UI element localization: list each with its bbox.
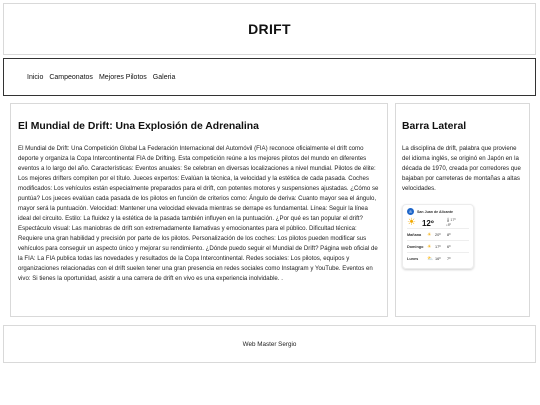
nav-item-mejores-pilotos[interactable]: Mejores Pilotos — [98, 73, 147, 81]
forecast-day: Mañana — [407, 232, 422, 237]
site-header — [3, 3, 536, 55]
forecast-day: Lunes — [407, 256, 419, 261]
sun-icon: ☀ — [407, 217, 416, 228]
forecast-high: 17º — [435, 244, 441, 249]
weather-badge-icon: 8 — [407, 208, 414, 215]
main-article — [10, 103, 388, 317]
article-title: El Mundial de Drift: Una Explosión de Adrenalina — [18, 121, 259, 132]
weather-widget[interactable] — [402, 204, 474, 269]
site-title: DRIFT — [248, 21, 291, 37]
article-body: El Mundial de Drift: Una Competición Global La Federación Internacional del Automóvil (FIA) reconoce oficialmente el drift como deporte y organiza la Copa Intercontinental FIA de Drifting. Esta competición reúne a los mejores pilotos del mundo en diferentes eventos a lo largo del año. Características: Eventos anuales: Se celebran en diversas localizaciones a nivel mundial. Pilotos de élite: Los mejores drifters compiten por el título. Jueces expertos: Evalúan la técnica, la velocidad y la estética de cada pasada. Coches modificados: Los vehículos están especialmente preparados para el drift, con potentes motores y suspensiones ajustadas. ¿Cómo se puntúa? Los jueces evalúan cada pasada de los pilotos en función de criterios como: Ángulo de deriva: Cuanto mayor sea el ángulo, mayor será la puntuación. Velocidad: Mantener una velocidad elevada mientras se derrape es fundamental. Línea: Seguir la línea ideal del circuito. Estilo: La fluidez y la estética de la pasada también influyen en la puntuación. ¿Por qué es tan popular el drift? Espectáculo visual: Las maniobras de drift son extremadamente llamativas y emocionantes para el público. Dificultad técnica: Requiere una gran habilidad y precisión por parte de los pilotos. Personalización de los coches: Los pilotos pueden modificar sus vehículos para conseguir un aspecto único y mejorar su rendimiento. ¿Dónde puedo seguir el Mundial de Drift? Página web oficial de la FIA: La FIA publica todas las novedades y resultados de la Copa Intercontinental. Redes sociales: Los pilotos, equipos y organizaciones relacionadas con el drift suelen tener una gran presencia en redes sociales como Instagram y YouTube. Eventos en vivo: Si tienes la oportunidad, asistir a una carrera de drift en vivo es una experiencia inolvidable. . — [18, 145, 379, 282]
weather-current-temp: 12º — [421, 218, 434, 228]
weather-current-range — [446, 218, 456, 228]
sun-icon: ☀ — [427, 243, 432, 250]
partly-cloudy-icon: ⛅ — [427, 255, 434, 262]
forecast-low: 8º — [447, 232, 451, 237]
forecast-row — [407, 240, 469, 252]
main-nav — [3, 58, 536, 96]
weather-city: San Juan de Alicante — [417, 209, 454, 214]
site-footer — [3, 325, 536, 363]
forecast-low: 6º — [447, 244, 451, 249]
sidebar-title: Barra Lateral — [402, 121, 467, 132]
weather-current-high: 17º — [450, 218, 456, 222]
arrow-down-icon: ↓ — [445, 223, 448, 227]
forecast-low: 7º — [447, 256, 451, 261]
sun-icon: ☀ — [427, 231, 432, 238]
forecast-row — [407, 228, 469, 240]
forecast-day: Domingo — [407, 244, 424, 249]
thermometer-up-icon: 🌡 — [445, 218, 451, 222]
nav-item-galeria[interactable]: Galeria — [152, 73, 176, 81]
footer-text: Web Master Sergio — [242, 340, 297, 348]
forecast-row — [407, 252, 469, 264]
nav-item-inicio[interactable]: Inicio — [27, 73, 44, 81]
forecast-high: 16º — [435, 256, 441, 261]
weather-current — [407, 218, 469, 228]
weather-header — [407, 208, 469, 215]
sidebar-text: La disciplina de drift, palabra que proviene del idioma inglés, se originó en Japón en la década de 1970, creada por corredores que bajaban por carreteras de montañas a altas velocidades. — [402, 145, 521, 192]
nav-item-campeonatos[interactable]: Campeonatos — [49, 73, 93, 81]
weather-current-low: 8º — [447, 223, 451, 227]
forecast-high: 20º — [435, 232, 441, 237]
sidebar — [395, 103, 530, 317]
